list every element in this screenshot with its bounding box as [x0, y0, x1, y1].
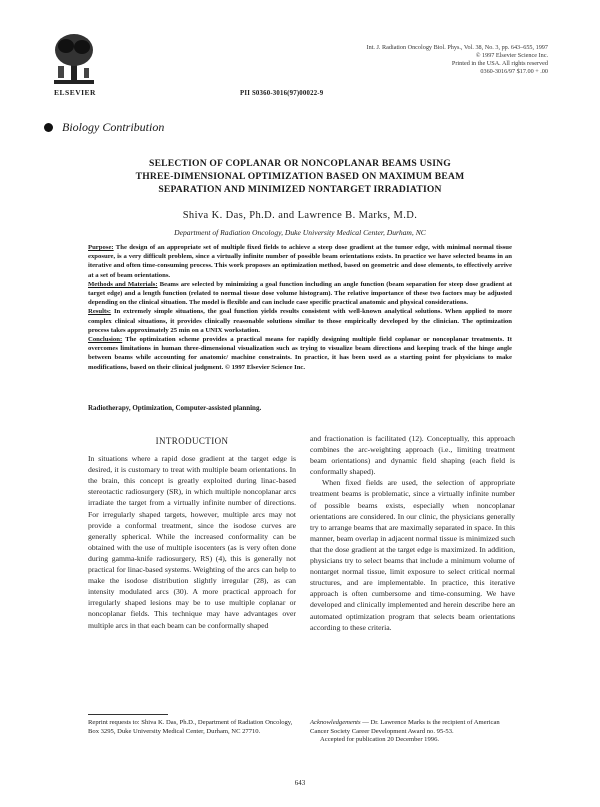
title-line: THREE-DIMENSIONAL OPTIMIZATION BASED ON MAXIMUM BEAM [135, 171, 465, 182]
accepted-date: Accepted for publication 20 December 1996. [320, 736, 440, 744]
section-label-text: Biology Contribution [62, 120, 165, 134]
abstract-paragraph [88, 280, 512, 308]
footnote-rule [88, 714, 168, 715]
footnote-acknowledgements [310, 719, 515, 745]
ack-text: — Dr. Lawrence Marks is the recipient of American Cancer Society Career Development Award no. 95-53. [310, 719, 500, 735]
article-title [70, 157, 530, 196]
affiliation: Department of Radiation Oncology, Duke University Medical Center, Durham, NC [174, 228, 426, 237]
footnote-reprint: Reprint requests to: Shiva K. Das, Ph.D., Department of Radiation Oncology, Box 3295, Duke University Medical Center, Durham, NC 27710. [88, 719, 293, 735]
abstract-paragraph [88, 307, 512, 335]
body-paragraph: When fixed fields are used, the selection of appropriate treatment beams is problematic, since a virtually infinite number of possible beams exists, especially when noncoplanar orientations are considered. In our clinic, the physicians generally try to arrange beams that are maximally separated in space. In this manner, beam overlap in adjacent normal tissue is minimized such that the dose gradient at the target edge is maximized. In addition, physicians try to select beams that include a minimum volume of nontarget normal tissue, limit exposure to select critical normal structures, and are implementable. In practice, this iterative approach is often cumbersome and time-consuming. We have developed and clinically implemented and herein describe here an automated optimization program that selects beam orientations according to these criteria. [310, 478, 515, 632]
abstract-label: Methods and Materials: [88, 280, 158, 288]
ack-label: Acknowledgements [310, 719, 361, 726]
page-number: 643 [294, 779, 306, 787]
journal-citation [298, 44, 548, 76]
keywords: Radiotherapy, Optimization, Computer-assisted planning. [88, 404, 262, 412]
body-paragraph: In situations where a rapid dose gradient at the target edge is desired, it is customary to treat with multiple beam orientations. In the brain, this concept is greatly exploited during linac-based stereotactic radiosurgery (SR), in which multiple noncoplanar arcs irradiate the target from a virtually infinite number of directions. For irregularly shaped targets, however, multiple arcs may not provide a conformal treatment, since the isodose curves are generally spherical. While the increased conformality can be obtained with the use of multiple isocenters (as is very often done during gamma-knife radiosurgery, RS) (4), this is generally not practical for linac-based systems. Weighting of the arcs can help to make the isodose distribution slightly irregular (28), as can intensity modulated arcs (30). A more practical approach for irregularly shaped lesions may be to use multiple coplanar or noncoplanar fields. This technique may have advantages over multiple arcs in that each beam can be conformally shaped [88, 454, 296, 630]
section-label [44, 120, 164, 135]
journal-line: Printed in the USA. All rights reserved [451, 60, 548, 67]
journal-line: Int. J. Radiation Oncology Biol. Phys., Vol. 38, No. 3, pp. 643–655, 1997 [366, 44, 548, 51]
abstract-text: The optimization scheme provides a practical means for rapidly designing multiple field coplanar or noncoplanar treatments. It overcomes limitations in human three-dimensional visualization such as trying to visualize beam directions and keeping track of the hinge angle between beams while accounting for anatomic/ machine constraints. In practice, it has been used as a starting point for physicians to make modifications, based on their clinical judgment. © 1997 Elsevier Science Inc. [88, 336, 512, 371]
abstract-text: The design of an appropriate set of multiple fixed fields to achieve a steep dose gradient at the tumor edge, with minimal normal tissue exposure, is a very difficult problem, since a virtually infinite number of possible beam orientations exists. In practice we have selected beams in an iterative and often time-consuming process. This work proposes an optimization method, based on geometric and dose elements, to effectively arrive at a set of beam orientations. [88, 244, 512, 279]
abstract-label: Results: [88, 308, 112, 316]
pii-identifier: PII S0360-3016(97)00022-9 [240, 90, 324, 97]
elsevier-tree-icon [50, 30, 98, 88]
abstract-text: Beams are selected by minimizing a goal function including an angle function (beam separation for steep dose gradient at target edge) and a length function (related to normal tissue dose volume histogram). The relative importance of these two factors may be adjusted depending on the clinical situation. The model is flexible and can include case specific practical anatomic and physical considerations. [88, 280, 513, 307]
abstract [88, 243, 512, 372]
authors: Shiva K. Das, Ph.D. and Lawrence B. Marks, M.D. [182, 210, 418, 221]
body-paragraph: and fractionation is facilitated (12). Conceptually, this approach combines the arc-weighting approach (i.e., limiting treatment beam orientations) and dynamic field shaping (each field is conformally shaped). [310, 434, 515, 477]
abstract-label: Purpose: [88, 244, 114, 251]
abstract-label: Conclusion: [88, 336, 123, 344]
abstract-paragraph [88, 243, 512, 280]
title-line: SEPARATION AND MINIMIZED NONTARGET IRRADIATION [158, 184, 442, 195]
title-line: SELECTION OF COPLANAR OR NONCOPLANAR BEAMS USING [149, 158, 451, 169]
bullet-icon [44, 123, 53, 132]
publisher-name: ELSEVIER [54, 88, 96, 97]
left-column [88, 436, 296, 631]
abstract-text: In extremely simple situations, the goal function yields results consistent with well-known analytical solutions. When applied to more complex clinical situations, it provides clinically reasonable solutions similar to those empirically developed by the clinician. The optimization process takes approximately 25 min on a UNIX workstation. [88, 308, 513, 334]
section-heading: INTRODUCTION [155, 436, 229, 446]
journal-line: 0360-3016/97 $17.00 + .00 [480, 68, 548, 75]
right-column [310, 433, 515, 633]
abstract-paragraph [88, 335, 512, 372]
journal-line: © 1997 Elsevier Science Inc. [475, 52, 548, 59]
